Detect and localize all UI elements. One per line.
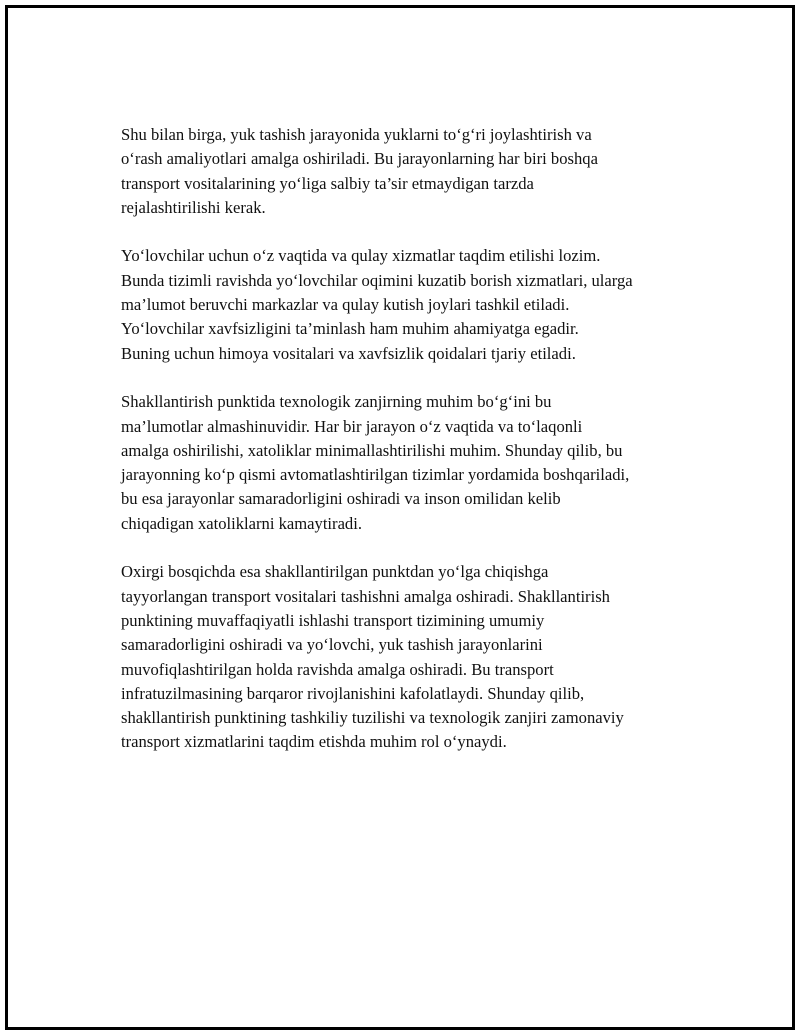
- text-line: muvofiqlashtirilgan holda ravishda amalga oshiradi. Bu transport: [121, 659, 554, 679]
- text-line: Yo‘lovchilar xavfsizligini ta’minlash ham muhim ahamiyatga egadir.: [121, 319, 579, 339]
- text-line: rejalashtirilishi kerak.: [121, 197, 266, 217]
- text-line: ma’lumot beruvchi markazlar va qulay kutish joylari tashkil etiladi.: [121, 295, 570, 315]
- text-line: punktining muvaffaqiyatli ishlashi transport tizimining umumiy: [121, 610, 545, 630]
- text-line: o‘rash amaliyotlari amalga oshiriladi. Bu jarayonlarning har biri boshqa: [121, 149, 598, 169]
- text-line: transport xizmatlarini taqdim etishda muhim rol o‘ynaydi.: [121, 732, 507, 752]
- text-line: Bunda tizimli ravishda yo‘lovchilar oqimini kuzatib borish xizmatlari, ularga: [121, 270, 633, 290]
- paragraph-4: [121, 560, 711, 754]
- text-line: shakllantirish punktining tashkiliy tuzilishi va texnologik zanjiri zamonaviy: [121, 708, 624, 728]
- text-line: amalga oshirilishi, xatoliklar minimallashtirilishi muhim. Shunday qilib, bu: [121, 440, 623, 460]
- text-line: infratuzilmasining barqaror rivojlanishini kafolatlaydi. Shunday qilib,: [121, 683, 585, 703]
- text-line: samaradorligini oshiradi va yo‘lovchi, yuk tashish jarayonlarini: [121, 635, 543, 655]
- page-border: [5, 5, 795, 1030]
- text-line: Shu bilan birga, yuk tashish jarayonida yuklarni to‘g‘ri joylashtirish va: [121, 125, 592, 144]
- text-line: tayyorlangan transport vositalari tashishni amalga oshiradi. Shakllantirish: [121, 586, 610, 606]
- text-line: Oxirgi bosqichda esa shakllantirilgan punktdan yo‘lga chiqishga: [121, 562, 549, 582]
- text-line: Shakllantirish punktida texnologik zanjirning muhim bo‘g‘ini bu: [121, 392, 552, 412]
- paragraph-1: [121, 123, 711, 220]
- paragraph-3: [121, 390, 711, 536]
- text-line: transport vositalarining yo‘liga salbiy ta’sir etmaydigan tarzda: [121, 173, 534, 193]
- text-line: jarayonning ko‘p qismi avtomatlashtirilgan tizimlar yordamida boshqariladi,: [121, 465, 630, 485]
- text-line: chiqadigan xatoliklarni kamaytiradi.: [121, 513, 362, 533]
- text-line: ma’lumotlar almashinuvidir. Har bir jarayon o‘z vaqtida va to‘laqonli: [121, 416, 583, 436]
- paragraph-2: [121, 244, 711, 365]
- text-line: bu esa jarayonlar samaradorligini oshiradi va inson omilidan kelib: [121, 489, 561, 509]
- text-line: Buning uchun himoya vositalari va xavfsizlik qoidalari tjariy etiladi.: [121, 343, 576, 363]
- document-body: [121, 123, 711, 779]
- text-line: Yo‘lovchilar uchun o‘z vaqtida va qulay xizmatlar taqdim etilishi lozim.: [121, 246, 601, 266]
